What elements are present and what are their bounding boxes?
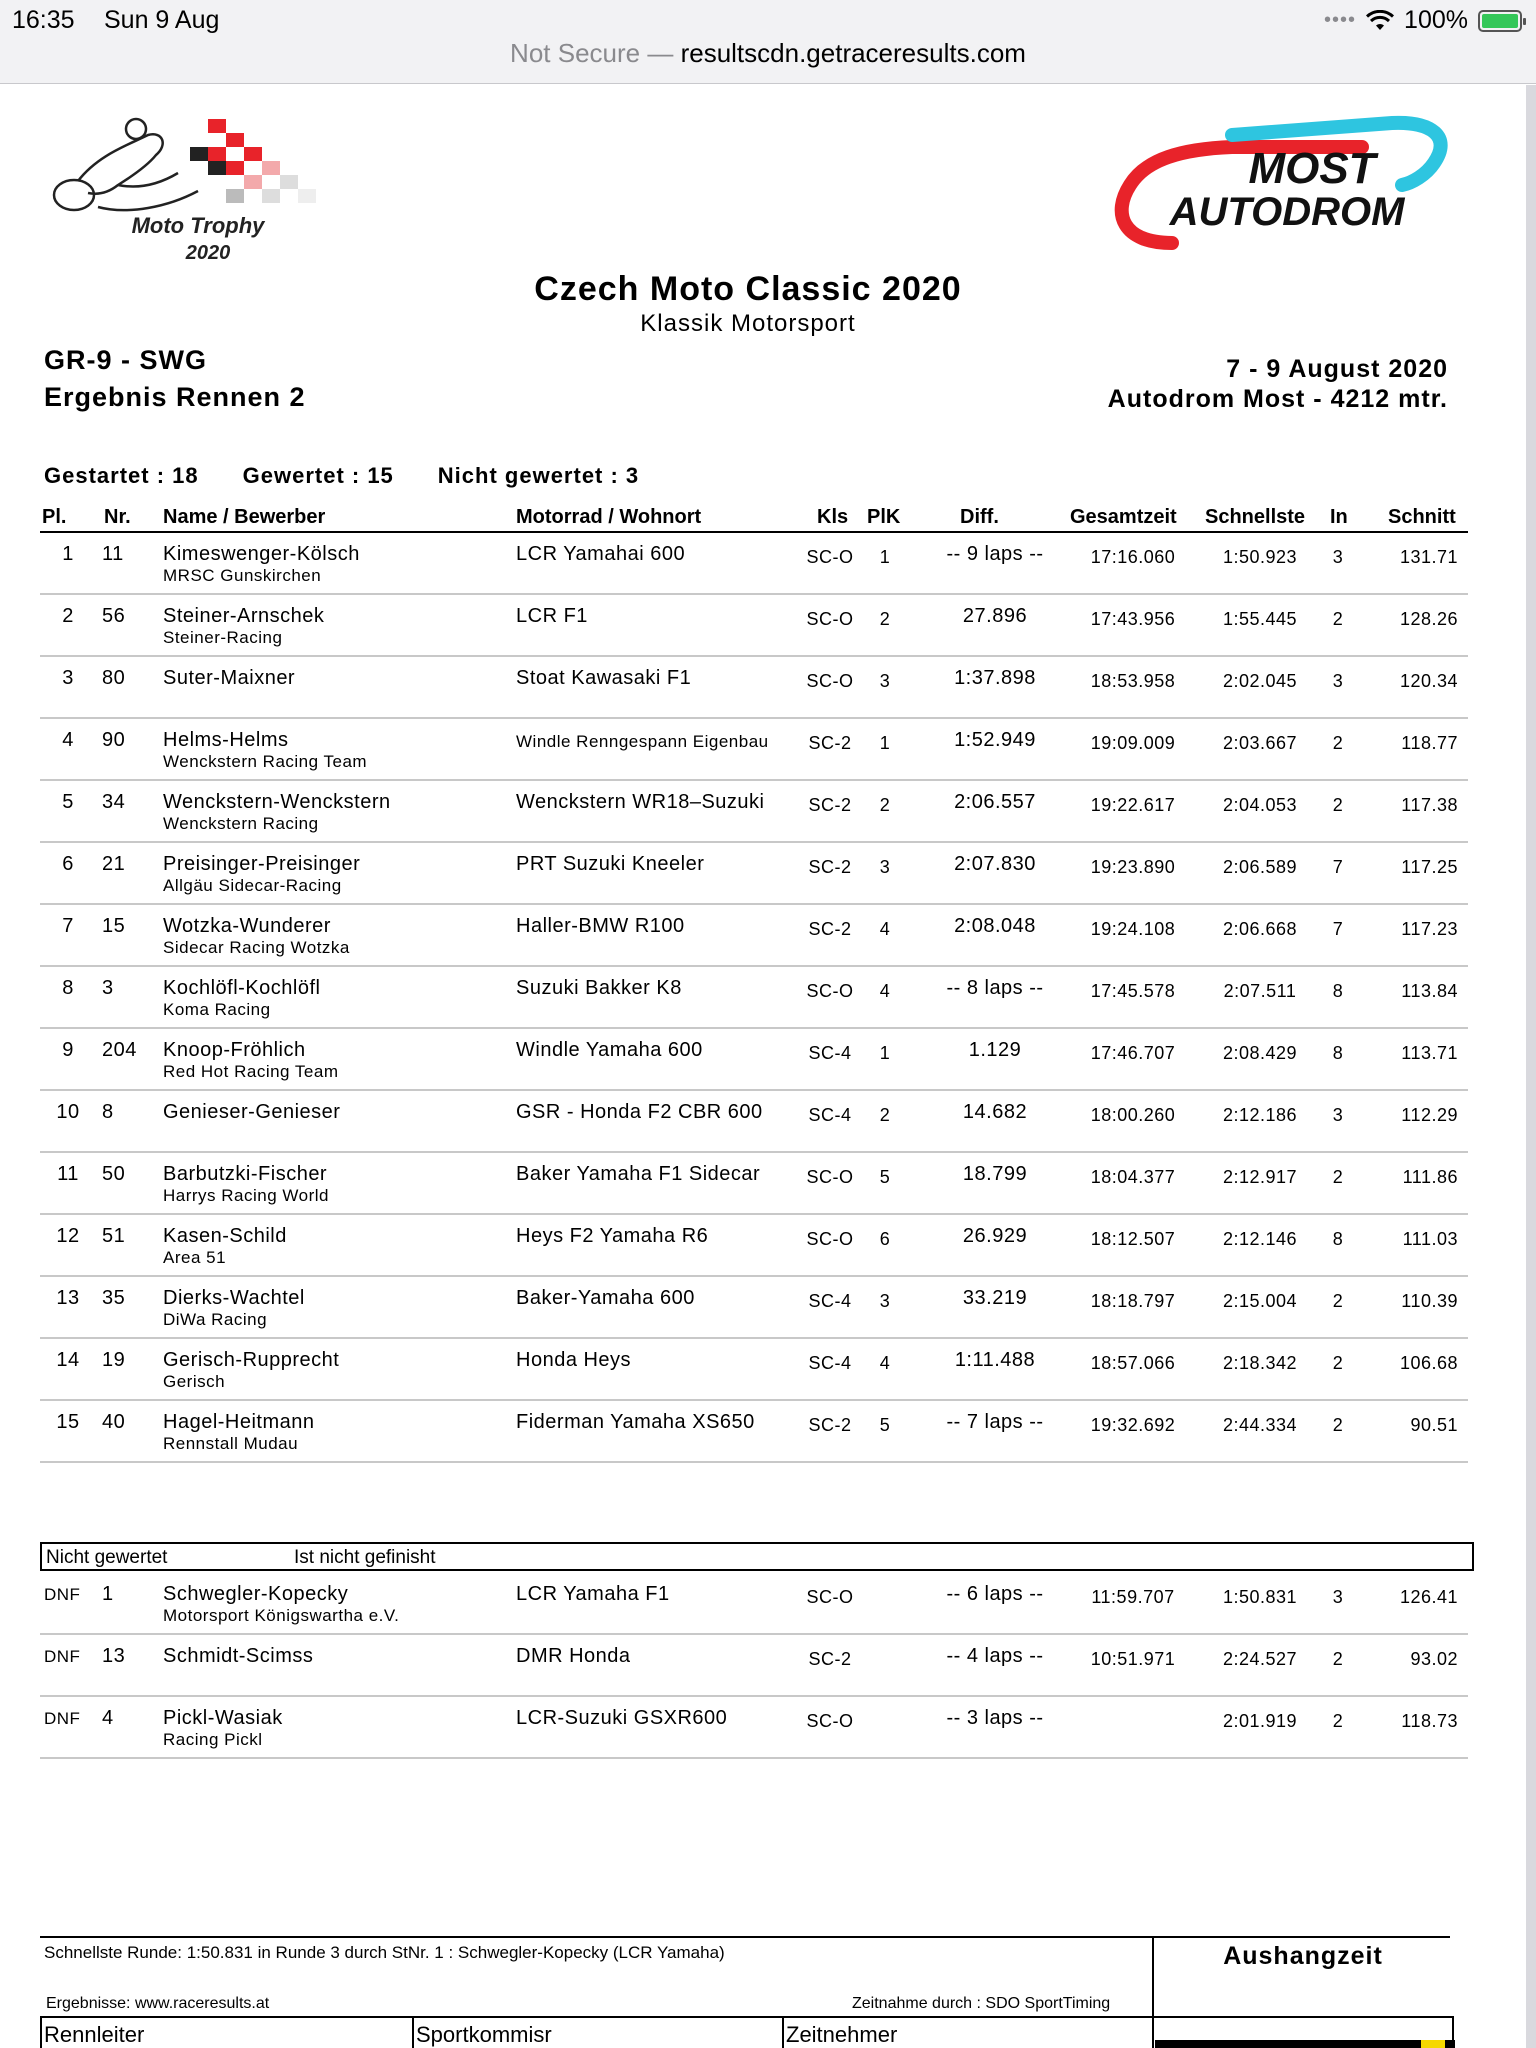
- event-dates: 7 - 9 August 2020: [1226, 355, 1448, 383]
- classified-count: Gewertet : 15: [242, 463, 394, 488]
- cell-class-pos: 4: [879, 919, 891, 939]
- cell-class: SC-O: [806, 1711, 854, 1731]
- signature-divider: [412, 2018, 414, 2048]
- cell-bike: Heys F2 Yamaha R6: [516, 1225, 709, 1247]
- cell-bike: PRT Suzuki Kneeler: [516, 853, 705, 875]
- cell-entrant: Koma Racing: [163, 1000, 271, 1019]
- cell-entrant: Gerisch: [163, 1372, 226, 1391]
- cell-nr: 51: [102, 1225, 126, 1247]
- cell-pos: 12: [56, 1225, 80, 1247]
- cell-nr: 1: [102, 1583, 114, 1605]
- not-classified-count: Nicht gewertet : 3: [437, 463, 640, 488]
- cell-bike: LCR-Suzuki GSXR600: [516, 1707, 728, 1729]
- cell-best-lap: 2:44.334: [1222, 1415, 1298, 1435]
- cell-bike: Wenckstern WR18–Suzuki: [516, 791, 765, 813]
- col-best-lap: Schnellste: [1205, 506, 1306, 528]
- table-row: [40, 1215, 1468, 1277]
- results-document: [0, 85, 1536, 2048]
- results-website: Ergebnisse: www.raceresults.at: [46, 1995, 270, 2012]
- table-row: [40, 1401, 1468, 1463]
- event-title: Czech Moto Classic 2020: [534, 270, 962, 308]
- cell-avg-speed: 106.68: [1399, 1353, 1458, 1373]
- cell-avg-speed: 126.41: [1399, 1587, 1458, 1607]
- cell-pos: 10: [56, 1101, 80, 1123]
- col-pos: Pl.: [42, 506, 67, 528]
- cell-pos: 3: [62, 667, 74, 689]
- cell-in-lap: 2: [1332, 1711, 1344, 1731]
- browser-top-bar: [0, 0, 1536, 84]
- cell-bike: Haller-BMW R100: [516, 915, 685, 937]
- cell-diff: 27.896: [962, 605, 1028, 627]
- cell-best-lap: 2:12.146: [1222, 1229, 1298, 1249]
- table-row: [40, 1697, 1468, 1759]
- cell-in-lap: 7: [1332, 919, 1344, 939]
- cell-entrant: Allgäu Sidecar-Racing: [163, 876, 342, 895]
- cell-avg-speed: 120.34: [1399, 671, 1458, 691]
- cell-pos: 15: [56, 1411, 80, 1433]
- cell-pos: 11: [57, 1163, 79, 1185]
- cell-total-time: 18:12.507: [1090, 1229, 1176, 1249]
- cell-class: SC-2: [808, 1649, 852, 1669]
- cell-entrant: Wenckstern Racing Team: [163, 752, 368, 771]
- cell-bike: Fiderman Yamaha XS650: [516, 1411, 755, 1433]
- cell-total-time: 19:24.108: [1090, 919, 1176, 939]
- cell-class: SC-4: [808, 1291, 852, 1311]
- cell-name: Wotzka-Wunderer: [163, 915, 331, 937]
- cell-nr: 3: [102, 977, 114, 999]
- cell-class: SC-4: [808, 1353, 852, 1373]
- cell-nr: 90: [102, 729, 126, 751]
- status-date: Sun 9 Aug: [104, 6, 220, 34]
- steward-label: Sportkommisr: [416, 2022, 552, 2047]
- cell-name: Schmidt-Scimss: [163, 1645, 314, 1667]
- cell-class: SC-O: [806, 1229, 854, 1249]
- cell-bike: LCR Yamahai 600: [516, 543, 686, 565]
- cell-entrant: Wenckstern Racing: [163, 814, 319, 833]
- cell-nr: 15: [102, 915, 126, 937]
- cell-entrant: Red Hot Racing Team: [163, 1062, 339, 1081]
- cell-nr: 8: [102, 1101, 114, 1123]
- cell-name: Helms-Helms: [163, 729, 289, 751]
- cell-best-lap: 1:55.445: [1222, 609, 1298, 629]
- cell-entrant: Rennstall Mudau: [163, 1434, 299, 1453]
- cell-diff: -- 8 laps --: [946, 977, 1044, 999]
- cell-entrant: Steiner-Racing: [163, 628, 283, 647]
- event-subtitle: Klassik Motorsport: [640, 310, 856, 337]
- cell-diff: 1.129: [968, 1039, 1022, 1061]
- timing-provider: Zeitnahme durch : SDO SportTiming: [852, 1995, 1111, 2012]
- cell-in-lap: 2: [1332, 733, 1344, 753]
- cell-best-lap: 2:01.919: [1222, 1711, 1298, 1731]
- cell-avg-speed: 113.84: [1401, 981, 1458, 1001]
- cell-class-pos: 4: [879, 981, 891, 1001]
- cell-bike: Windle Yamaha 600: [516, 1039, 703, 1061]
- motorcycle-rider-icon: [54, 119, 198, 210]
- wifi-icon: [1366, 10, 1394, 32]
- cell-class: SC-O: [806, 609, 854, 629]
- not-secure-label: Not Secure —: [510, 38, 674, 68]
- cell-diff: -- 9 laps --: [946, 543, 1044, 565]
- cell-total-time: 18:00.260: [1090, 1105, 1176, 1125]
- started-count: Gestartet : 18: [44, 463, 199, 488]
- cell-class: SC-2: [808, 919, 852, 939]
- cell-avg-speed: 117.23: [1401, 919, 1458, 939]
- logo-left-line2: 2020: [185, 242, 231, 264]
- cell-nr: 50: [102, 1163, 126, 1185]
- cell-best-lap: 2:18.342: [1222, 1353, 1298, 1373]
- cell-nr: 21: [102, 853, 126, 875]
- cell-class: SC-2: [808, 795, 852, 815]
- address-bar[interactable]: [0, 38, 1536, 69]
- cell-best-lap: 2:02.045: [1222, 671, 1298, 691]
- cell-total-time: 18:57.066: [1090, 1353, 1176, 1373]
- cell-avg-speed: 117.25: [1401, 857, 1458, 877]
- cell-bike: GSR - Honda F2 CBR 600: [516, 1101, 763, 1123]
- cell-avg-speed: 118.73: [1401, 1711, 1458, 1731]
- event-venue: Autodrom Most - 4212 mtr.: [1107, 385, 1448, 413]
- class-name: GR-9 - SWG: [44, 345, 207, 375]
- cell-total-time: 18:18.797: [1090, 1291, 1176, 1311]
- cell-avg-speed: 128.26: [1399, 609, 1458, 629]
- cell-in-lap: 3: [1332, 547, 1344, 567]
- cell-name: Barbutzki-Fischer: [163, 1163, 328, 1185]
- cell-entrant: Sidecar Racing Wotzka: [163, 938, 350, 957]
- cell-nr: 4: [102, 1707, 114, 1729]
- cell-class: SC-2: [808, 857, 852, 877]
- col-diff: Diff.: [960, 506, 999, 528]
- cell-best-lap: 2:12.186: [1222, 1105, 1298, 1125]
- cell-total-time: 19:32.692: [1090, 1415, 1176, 1435]
- most-autodrom-logo: [1112, 113, 1452, 253]
- cell-name: Steiner-Arnschek: [163, 605, 325, 627]
- cell-in-lap: 3: [1332, 1587, 1344, 1607]
- table-row: [40, 1153, 1468, 1215]
- cell-pos: DNF: [44, 1709, 81, 1728]
- results-table-header: [40, 506, 1468, 533]
- cell-total-time: 17:43.956: [1090, 609, 1176, 629]
- cell-entrant: Racing Pickl: [163, 1730, 263, 1749]
- cell-class: SC-O: [806, 671, 854, 691]
- cell-pos: 6: [62, 853, 74, 875]
- cell-diff: -- 3 laps --: [946, 1707, 1044, 1729]
- cell-name: Knoop-Fröhlich: [163, 1039, 306, 1061]
- cell-total-time: 18:04.377: [1090, 1167, 1176, 1187]
- logo-left-line1: Moto Trophy: [131, 213, 265, 238]
- cell-class-pos: 5: [879, 1415, 891, 1435]
- cell-class-pos: 5: [879, 1167, 891, 1187]
- cell-total-time: 10:51.971: [1090, 1649, 1176, 1669]
- cell-nr: 80: [102, 667, 126, 689]
- cell-in-lap: 8: [1332, 1229, 1344, 1249]
- not-classified-header: [40, 1542, 1474, 1571]
- cell-bike: Honda Heys: [516, 1349, 632, 1371]
- table-row: [40, 1029, 1468, 1091]
- cell-entrant: Harrys Racing World: [163, 1186, 330, 1205]
- cell-nr: 35: [102, 1287, 126, 1309]
- cell-name: Kasen-Schild: [163, 1225, 287, 1247]
- cell-class: SC-O: [806, 981, 854, 1001]
- cell-class-pos: 1: [879, 733, 891, 753]
- cell-name: Genieser-Genieser: [163, 1101, 341, 1123]
- cell-class: SC-O: [806, 1587, 854, 1607]
- col-name: Name / Bewerber: [163, 506, 326, 528]
- table-row: [40, 657, 1468, 719]
- cell-in-lap: 2: [1332, 1291, 1344, 1311]
- cell-class: SC-4: [808, 1105, 852, 1125]
- checkered-flag-icon: [190, 119, 316, 203]
- col-avg-speed: Schnitt: [1388, 506, 1456, 528]
- cell-name: Preisinger-Preisinger: [163, 853, 361, 875]
- cell-bike: Baker Yamaha F1 Sidecar: [516, 1163, 761, 1185]
- col-total-time: Gesamtzeit: [1070, 506, 1177, 528]
- cell-total-time: 18:53.958: [1090, 671, 1176, 691]
- cell-bike: Stoat Kawasaki F1: [516, 667, 692, 689]
- table-row: [40, 967, 1468, 1029]
- cell-nr: 11: [102, 543, 124, 565]
- cell-class-pos: 1: [879, 1043, 891, 1063]
- cell-diff: 1:52.949: [954, 729, 1036, 751]
- cell-class-pos: 2: [879, 795, 891, 815]
- cell-pos: DNF: [44, 1647, 81, 1666]
- cell-entrant: Area 51: [163, 1248, 227, 1267]
- cell-diff: 33.219: [962, 1287, 1028, 1309]
- battery-icon: [1478, 10, 1522, 32]
- status-indicators: [1324, 6, 1522, 35]
- cell-diff: 2:07.830: [954, 853, 1036, 875]
- cell-nr: 204: [102, 1039, 137, 1061]
- race-director-label: Rennleiter: [44, 2022, 145, 2047]
- cell-in-lap: 8: [1332, 1043, 1344, 1063]
- cell-avg-speed: 111.03: [1402, 1229, 1458, 1249]
- logo-right-line1: MOST: [1248, 144, 1376, 193]
- cell-best-lap: 2:12.917: [1222, 1167, 1298, 1187]
- col-class: Kls: [817, 506, 849, 528]
- cell-total-time: 17:16.060: [1090, 547, 1176, 567]
- cell-avg-speed: 112.29: [1401, 1105, 1458, 1125]
- cell-avg-speed: 110.39: [1401, 1291, 1458, 1311]
- cell-diff: 1:37.898: [954, 667, 1036, 689]
- timing-logo-stripe: [1155, 2040, 1455, 2048]
- cell-pos: 7: [62, 915, 74, 937]
- table-row: [40, 533, 1468, 595]
- cell-pos: 9: [62, 1039, 74, 1061]
- cell-pos: 14: [56, 1349, 80, 1371]
- cell-best-lap: 2:06.668: [1222, 919, 1298, 939]
- table-row: [40, 595, 1468, 657]
- cell-in-lap: 2: [1332, 1415, 1344, 1435]
- cell-diff: -- 7 laps --: [946, 1411, 1044, 1433]
- cell-best-lap: 2:24.527: [1222, 1649, 1298, 1669]
- signature-divider: [1152, 2018, 1154, 2048]
- cell-class-pos: 2: [879, 1105, 891, 1125]
- cell-in-lap: 3: [1332, 1105, 1344, 1125]
- moto-trophy-logo: [38, 115, 358, 265]
- cell-diff: 18.799: [962, 1163, 1028, 1185]
- entry-counts: [44, 463, 639, 489]
- cell-class-pos: 3: [879, 671, 891, 691]
- not-classified-label: Nicht gewertet: [46, 1547, 168, 1568]
- cell-name: Dierks-Wachtel: [163, 1287, 305, 1309]
- timekeeper-label: Zeitnehmer: [786, 2022, 898, 2047]
- cell-class: SC-4: [808, 1043, 852, 1063]
- cell-class-pos: 1: [879, 547, 891, 567]
- cell-class-pos: 6: [879, 1229, 891, 1249]
- cell-pos: 1: [62, 543, 74, 565]
- table-row: [40, 1091, 1468, 1153]
- not-classified-note: Ist nicht gefinisht: [294, 1547, 436, 1568]
- cell-best-lap: 2:08.429: [1222, 1043, 1298, 1063]
- status-time: 16:35: [12, 6, 75, 34]
- cell-class: SC-O: [806, 1167, 854, 1187]
- fastest-lap-note: Schnellste Runde: 1:50.831 in Runde 3 durch StNr. 1 : Schwegler-Kopecky (LCR Yamaha): [44, 1943, 725, 1962]
- cell-diff: 14.682: [962, 1101, 1028, 1123]
- cell-avg-speed: 90.51: [1410, 1415, 1458, 1435]
- cell-class-pos: 4: [879, 1353, 891, 1373]
- session-name: Ergebnis Rennen 2: [44, 382, 306, 412]
- cell-nr: 56: [102, 605, 126, 627]
- col-class-pos: PlK: [867, 506, 901, 528]
- cell-diff: 26.929: [962, 1225, 1028, 1247]
- cell-name: Kimeswenger-Kölsch: [163, 543, 360, 565]
- cell-pos: 4: [62, 729, 74, 751]
- cell-avg-speed: 113.71: [1401, 1043, 1458, 1063]
- posting-time-label: Aushangzeit: [1223, 1942, 1383, 1970]
- cell-avg-speed: 131.71: [1399, 547, 1458, 567]
- cell-best-lap: 1:50.831: [1222, 1587, 1298, 1607]
- logo-right-line2: AUTODROM: [1169, 190, 1405, 234]
- table-row: [40, 1573, 1468, 1635]
- table-row: [40, 1277, 1468, 1339]
- cell-pos: 5: [62, 791, 74, 813]
- cell-best-lap: 2:03.667: [1222, 733, 1298, 753]
- cell-class: SC-2: [808, 733, 852, 753]
- cell-total-time: 17:46.707: [1090, 1043, 1176, 1063]
- cell-name: Wenckstern-Wenckstern: [163, 791, 391, 813]
- cell-bike: Suzuki Bakker K8: [516, 977, 682, 999]
- cell-pos: 2: [62, 605, 74, 627]
- page-scroll-edge: [1526, 85, 1536, 2048]
- cell-in-lap: 2: [1332, 1167, 1344, 1187]
- cell-in-lap: 7: [1332, 857, 1344, 877]
- col-nr: Nr.: [104, 506, 131, 528]
- cell-name: Schwegler-Kopecky: [163, 1583, 349, 1605]
- cell-bike: LCR Yamaha F1: [516, 1583, 670, 1605]
- cell-diff: 2:06.557: [954, 791, 1036, 813]
- cell-name: Hagel-Heitmann: [163, 1411, 315, 1433]
- table-row: [40, 781, 1468, 843]
- cell-bike: Baker-Yamaha 600: [516, 1287, 695, 1309]
- cell-name: Suter-Maixner: [163, 667, 296, 689]
- cell-diff: -- 4 laps --: [946, 1645, 1044, 1667]
- cell-total-time: 19:22.617: [1090, 795, 1176, 815]
- cell-in-lap: 2: [1332, 609, 1344, 629]
- cell-diff: 2:08.048: [954, 915, 1036, 937]
- cell-total-time: 19:09.009: [1090, 733, 1176, 753]
- cell-pos: 13: [56, 1287, 80, 1309]
- signature-divider: [782, 2018, 784, 2048]
- cell-bike: DMR Honda: [516, 1645, 631, 1667]
- cell-class-pos: 3: [879, 857, 891, 877]
- cell-best-lap: 2:06.589: [1222, 857, 1298, 877]
- battery-percent: 100%: [1404, 6, 1468, 34]
- cell-diff: -- 6 laps --: [946, 1583, 1044, 1605]
- cell-bike: Windle Renngespann Eigenbau: [516, 732, 769, 751]
- cell-in-lap: 2: [1332, 1353, 1344, 1373]
- cell-in-lap: 8: [1332, 981, 1344, 1001]
- table-row: [40, 1635, 1468, 1697]
- cell-total-time: 19:23.890: [1090, 857, 1176, 877]
- cell-best-lap: 2:07.511: [1223, 981, 1297, 1001]
- cell-class-pos: 2: [879, 609, 891, 629]
- cell-class: SC-2: [808, 1415, 852, 1435]
- cell-class: SC-O: [806, 547, 854, 567]
- table-row: [40, 1339, 1468, 1401]
- cell-diff: 1:11.488: [954, 1349, 1036, 1371]
- table-row: [40, 905, 1468, 967]
- url-domain: resultscdn.getraceresults.com: [680, 38, 1026, 68]
- cell-entrant: DiWa Racing: [163, 1310, 268, 1329]
- cell-bike: LCR F1: [516, 605, 588, 627]
- cell-avg-speed: 111.86: [1402, 1167, 1458, 1187]
- col-in-lap: In: [1330, 506, 1348, 528]
- cell-nr: 34: [102, 791, 126, 813]
- cell-name: Gerisch-Rupprecht: [163, 1349, 340, 1371]
- table-row: [40, 719, 1468, 781]
- cell-avg-speed: 93.02: [1410, 1649, 1458, 1669]
- cell-best-lap: 1:50.923: [1222, 547, 1298, 567]
- cell-avg-speed: 117.38: [1401, 795, 1458, 815]
- cell-in-lap: 3: [1332, 671, 1344, 691]
- cell-best-lap: 2:04.053: [1222, 795, 1298, 815]
- cell-nr: 13: [102, 1645, 126, 1667]
- cell-in-lap: 2: [1332, 795, 1344, 815]
- cell-name: Kochlöfl-Kochlöfl: [163, 977, 321, 999]
- cell-total-time: 17:45.578: [1090, 981, 1176, 1001]
- cell-in-lap: 2: [1332, 1649, 1344, 1669]
- cell-total-time: 11:59.707: [1091, 1587, 1175, 1607]
- cell-entrant: Motorsport Königswartha e.V.: [163, 1606, 400, 1625]
- cell-name: Pickl-Wasiak: [163, 1707, 283, 1729]
- cell-nr: 19: [102, 1349, 126, 1371]
- cell-pos: DNF: [44, 1585, 81, 1604]
- table-row: [40, 843, 1468, 905]
- col-bike: Motorrad / Wohnort: [516, 506, 702, 528]
- cell-class-pos: 3: [879, 1291, 891, 1311]
- multitasking-dots-icon[interactable]: ••••: [1324, 9, 1357, 31]
- cell-avg-speed: 118.77: [1401, 733, 1458, 753]
- cell-pos: 8: [62, 977, 74, 999]
- cell-best-lap: 2:15.004: [1222, 1291, 1298, 1311]
- cell-entrant: MRSC Gunskirchen: [163, 566, 322, 585]
- cell-nr: 40: [102, 1411, 126, 1433]
